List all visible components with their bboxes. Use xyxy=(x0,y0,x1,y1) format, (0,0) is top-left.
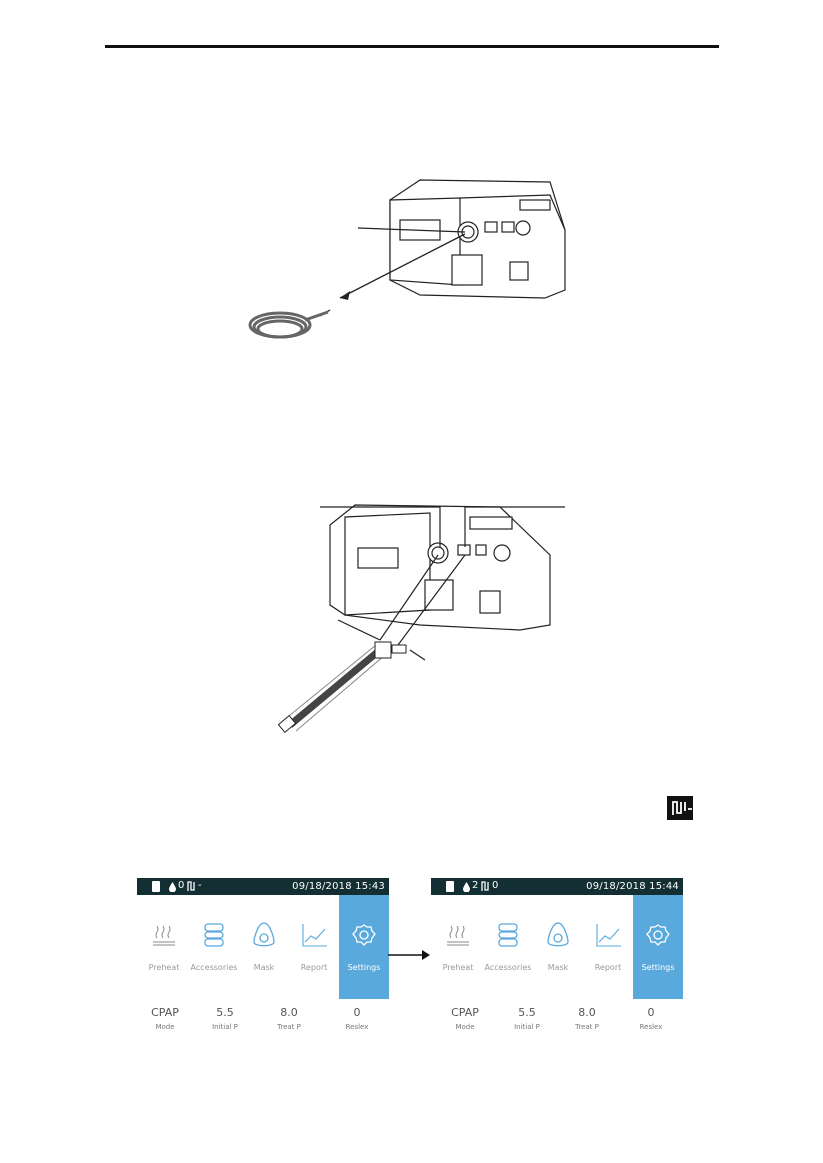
sd-card-icon xyxy=(446,881,454,892)
preheat-icon xyxy=(443,920,473,950)
menu-item-report[interactable] xyxy=(289,895,339,999)
tube-level: - xyxy=(198,880,202,891)
leader-line-connector xyxy=(410,650,425,660)
status-bar xyxy=(431,878,683,895)
main-menu xyxy=(137,895,389,999)
menu-label: Accessories xyxy=(484,963,532,972)
datetime: 09/18/2018 15:43 xyxy=(292,881,385,892)
figure-hose-connection xyxy=(240,170,580,350)
menu-item-accessories[interactable] xyxy=(189,895,239,999)
menu-item-settings[interactable] xyxy=(633,895,683,999)
menu-item-accessories[interactable] xyxy=(483,895,533,999)
heated-tube-status-icon xyxy=(186,880,198,892)
leader-line-tube xyxy=(338,620,380,640)
menu-item-mask[interactable] xyxy=(239,895,289,999)
transition-arrow xyxy=(386,945,431,965)
menu-item-report[interactable] xyxy=(583,895,633,999)
accessories-icon xyxy=(493,920,523,950)
param-reslex: 0 Reslex xyxy=(639,1006,663,1031)
humidity-level: 2 xyxy=(472,880,479,891)
menu-item-mask[interactable] xyxy=(533,895,583,999)
menu-label: Mask xyxy=(547,963,569,972)
param-reslex: 0 Reslex xyxy=(345,1006,369,1031)
param-treat-p: 8.0 Treat P xyxy=(575,1006,599,1031)
menu-label: Report xyxy=(300,963,328,972)
param-treat-p: 8.0 Treat P xyxy=(277,1006,301,1031)
menu-label: Settings xyxy=(347,963,381,972)
figure-heated-tube-connection xyxy=(270,495,590,745)
accessories-icon xyxy=(199,920,229,950)
settings-gear-icon xyxy=(349,920,379,950)
settings-gear-icon xyxy=(643,920,673,950)
param-initial-p: 5.5 Initial P xyxy=(514,1006,540,1031)
datetime: 09/18/2018 15:44 xyxy=(586,881,679,892)
report-chart-icon xyxy=(593,920,623,950)
header-rule xyxy=(105,45,719,48)
heated-tube-status-icon xyxy=(480,880,492,892)
param-row xyxy=(431,1006,683,1056)
menu-label: Preheat xyxy=(148,963,180,972)
air-tube-coil xyxy=(250,312,328,337)
sd-card-icon xyxy=(152,881,160,892)
menu-item-preheat[interactable] xyxy=(433,895,483,999)
mask-icon xyxy=(249,920,279,950)
tube-level: 0 xyxy=(492,880,499,891)
status-bar xyxy=(137,878,389,895)
param-initial-p: 5.5 Initial P xyxy=(212,1006,238,1031)
param-mode: CPAP Mode xyxy=(451,1006,479,1031)
heated-tube xyxy=(290,650,380,725)
param-mode: CPAP Mode xyxy=(151,1006,179,1031)
water-drop-icon xyxy=(461,881,472,892)
screen-after xyxy=(431,878,683,1086)
report-chart-icon xyxy=(299,920,329,950)
menu-label: Preheat xyxy=(442,963,474,972)
menu-label: Settings xyxy=(641,963,675,972)
screen-before xyxy=(137,878,389,1086)
mask-icon xyxy=(543,920,573,950)
water-drop-icon xyxy=(167,881,178,892)
menu-label: Accessories xyxy=(190,963,238,972)
preheat-icon xyxy=(149,920,179,950)
param-row xyxy=(137,1006,389,1056)
menu-item-preheat[interactable] xyxy=(139,895,189,999)
menu-label: Report xyxy=(594,963,622,972)
menu-label: Mask xyxy=(253,963,275,972)
humidity-level: 0 xyxy=(178,880,185,891)
main-menu xyxy=(431,895,683,999)
heated-tube-icon xyxy=(667,796,693,820)
menu-item-settings[interactable] xyxy=(339,895,389,999)
